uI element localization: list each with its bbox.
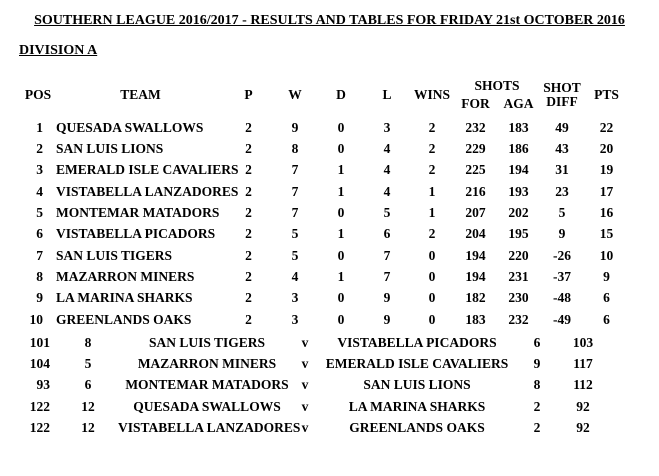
cell-shot-diff: -49 [553,311,571,327]
cell-team: GREENLANDS OAKS [56,311,192,327]
cell-w: 3 [291,290,299,306]
cell-team: SAN LUIS TIGERS [56,247,173,263]
cell-shots-for: 207 [465,205,486,221]
cell-pts: 6 [603,290,610,306]
home-team: SAN LUIS TIGERS [148,334,266,350]
col-header-l: L [382,87,392,102]
cell-team: EMERALD ISLE CAVALIERS [56,162,239,178]
table-row [20,309,629,330]
cell-pts: 6 [603,311,610,327]
home-total-shots: 122 [29,398,50,414]
cell-l: 7 [383,247,391,263]
cell-p: 2 [245,183,252,199]
away-points: 9 [533,356,541,372]
cell-shots-for: 216 [465,183,486,199]
cell-d: 0 [337,119,345,135]
cell-d: 1 [337,226,345,242]
cell-pts: 15 [599,226,614,242]
result-row [20,375,612,396]
home-total-shots: 104 [29,356,50,372]
col-header-shots-for: FOR [461,96,490,111]
cell-d: 0 [337,141,345,157]
cell-shot-diff: -48 [553,290,571,306]
cell-pts: 19 [599,162,614,178]
cell-pts: 16 [599,205,614,221]
cell-shots-aga: 193 [508,183,529,199]
table-row [20,181,629,202]
cell-d: 0 [337,205,345,221]
col-header-shot-diff [540,76,584,114]
cell-pts: 10 [599,247,614,263]
cell-shots-aga: 202 [508,205,529,221]
cell-pts: 20 [599,141,614,157]
cell-team: MONTEMAR MATADORS [56,205,220,221]
page-title: SOUTHERN LEAGUE 2016/2017 - RESULTS AND TABLES FOR FRIDAY 21st OCTOBER 2016 [34,13,625,28]
cell-shots-aga: 183 [508,119,529,135]
table-row [20,160,629,181]
col-header-shots-aga: AGA [503,96,534,111]
away-total-shots: 103 [572,334,594,350]
table-row [20,288,629,309]
table-row [20,138,629,159]
result-row [20,396,612,417]
cell-d: 1 [337,183,345,199]
cell-p: 2 [245,269,252,285]
cell-w: 3 [291,311,299,327]
home-points: 8 [84,334,92,350]
result-row [20,417,612,438]
cell-shot-diff: 23 [555,183,569,199]
col-header-pts: PTS [594,87,619,102]
home-points: 12 [81,398,95,414]
cell-shots-aga: 186 [508,141,529,157]
cell-l: 4 [383,183,391,199]
cell-pos: 1 [36,119,43,135]
home-team: VISTABELLA LANZADORES [118,420,301,436]
cell-shots-for: 204 [465,226,486,242]
cell-l: 3 [383,119,391,135]
home-team: MONTEMAR MATADORS [125,377,289,393]
cell-pos: 10 [29,311,43,327]
cell-w: 4 [291,269,299,285]
cell-shots-for: 229 [465,141,486,157]
cell-pos: 4 [36,183,43,199]
versus-label: v [301,334,309,350]
cell-wins: 0 [428,247,436,263]
standings-header [20,76,629,114]
cell-pos: 3 [36,162,43,178]
cell-shots-for: 183 [465,311,486,327]
cell-w: 8 [291,141,299,157]
away-total-shots: 92 [576,398,590,414]
cell-shots-aga: 232 [508,311,529,327]
cell-shots-for: 225 [465,162,486,178]
cell-pos: 9 [36,290,43,306]
cell-w: 9 [291,119,299,135]
cell-p: 2 [245,119,252,135]
result-row [20,332,612,353]
cell-team: SAN LUIS LIONS [56,141,164,157]
col-header-team: TEAM [120,87,161,102]
cell-shot-diff: 9 [558,226,566,242]
cell-d: 1 [337,269,345,285]
cell-w: 5 [291,226,299,242]
versus-label: v [301,377,309,393]
cell-p: 2 [245,290,252,306]
away-team: GREENLANDS OAKS [349,420,485,436]
table-row [20,202,629,223]
cell-shots-aga: 230 [508,290,529,306]
col-header-d: D [336,87,346,102]
home-total-shots: 122 [29,420,50,436]
away-points: 8 [533,377,541,393]
cell-pos: 2 [36,141,43,157]
col-header-shots-group [454,76,540,114]
away-points: 2 [533,420,541,436]
home-points: 12 [81,420,95,436]
standings-table [20,117,629,330]
away-total-shots: 112 [573,377,593,393]
home-points: 5 [84,356,92,372]
cell-l: 4 [383,162,391,178]
away-team: LA MARINA SHARKS [348,398,486,414]
col-header-wins: WINS [413,87,450,102]
cell-pos: 6 [36,226,43,242]
cell-shots-for: 194 [465,247,486,263]
table-row [20,245,629,266]
cell-wins: 2 [428,226,436,242]
cell-p: 2 [245,205,252,221]
away-points: 6 [533,334,541,350]
cell-l: 6 [383,226,391,242]
cell-wins: 2 [428,119,436,135]
cell-shots-aga: 194 [508,162,529,178]
cell-shots-aga: 195 [508,226,529,242]
cell-shot-diff: 49 [555,119,569,135]
results-list [20,332,612,439]
col-header-pos: POS [24,87,52,102]
cell-shot-diff: -37 [553,269,571,285]
cell-p: 2 [245,141,252,157]
cell-w: 5 [291,247,299,263]
table-row [20,117,629,138]
cell-shot-diff: 31 [555,162,569,178]
cell-d: 0 [337,290,345,306]
cell-wins: 2 [428,162,436,178]
away-points: 2 [533,398,541,414]
home-team: MAZARRON MINERS [137,356,277,372]
result-row [20,353,612,374]
cell-wins: 0 [428,290,436,306]
versus-label: v [301,356,309,372]
cell-l: 4 [383,141,391,157]
cell-l: 9 [383,290,391,306]
cell-wins: 1 [428,183,436,199]
cell-shots-for: 182 [465,290,486,306]
cell-team: VISTABELLA LANZADORES [56,183,239,199]
cell-d: 1 [337,162,345,178]
cell-pts: 9 [603,269,610,285]
cell-wins: 2 [428,141,436,157]
cell-p: 2 [245,311,252,327]
cell-pos: 7 [36,247,43,263]
versus-label: v [301,398,309,414]
cell-l: 9 [383,311,391,327]
cell-shot-diff: 5 [558,205,566,221]
cell-w: 7 [291,183,299,199]
cell-d: 0 [337,311,345,327]
col-header-shot-diff-line1: SHOT [543,80,581,95]
cell-shots-aga: 220 [508,247,529,263]
versus-label: v [301,420,309,436]
away-team: SAN LUIS LIONS [363,377,471,393]
cell-shot-diff: 43 [555,141,569,157]
col-header-shots: SHOTS [474,78,520,93]
home-team: QUESADA SWALLOWS [133,398,281,414]
home-points: 6 [84,377,92,393]
cell-team: LA MARINA SHARKS [56,290,193,306]
cell-d: 0 [337,247,345,263]
col-header-w: W [288,87,302,102]
cell-team: VISTABELLA PICADORS [56,226,216,242]
cell-team: QUESADA SWALLOWS [56,119,204,135]
away-total-shots: 92 [576,420,590,436]
cell-wins: 0 [428,269,436,285]
cell-shots-aga: 231 [508,269,529,285]
cell-w: 7 [291,205,299,221]
cell-p: 2 [245,226,252,242]
away-team: VISTABELLA PICADORS [337,334,497,350]
cell-pts: 22 [599,119,614,135]
cell-team: MAZARRON MINERS [56,269,195,285]
cell-shots-for: 194 [465,269,486,285]
home-total-shots: 93 [36,377,50,393]
cell-pts: 17 [599,183,614,199]
cell-wins: 0 [428,311,436,327]
cell-pos: 8 [36,269,43,285]
home-total-shots: 101 [29,334,50,350]
cell-p: 2 [245,162,252,178]
cell-l: 5 [383,205,391,221]
cell-shots-for: 232 [465,119,486,135]
cell-pos: 5 [36,205,43,221]
division-heading: DIVISION A [19,43,98,58]
table-row [20,224,629,245]
cell-l: 7 [383,269,391,285]
away-team: EMERALD ISLE CAVALIERS [325,356,509,372]
col-header-shot-diff-line2: DIFF [546,94,578,109]
away-total-shots: 117 [573,356,593,372]
cell-w: 7 [291,162,299,178]
cell-wins: 1 [428,205,436,221]
cell-p: 2 [245,247,252,263]
col-header-p: P [244,87,253,102]
table-row [20,266,629,287]
cell-shot-diff: -26 [553,247,571,263]
